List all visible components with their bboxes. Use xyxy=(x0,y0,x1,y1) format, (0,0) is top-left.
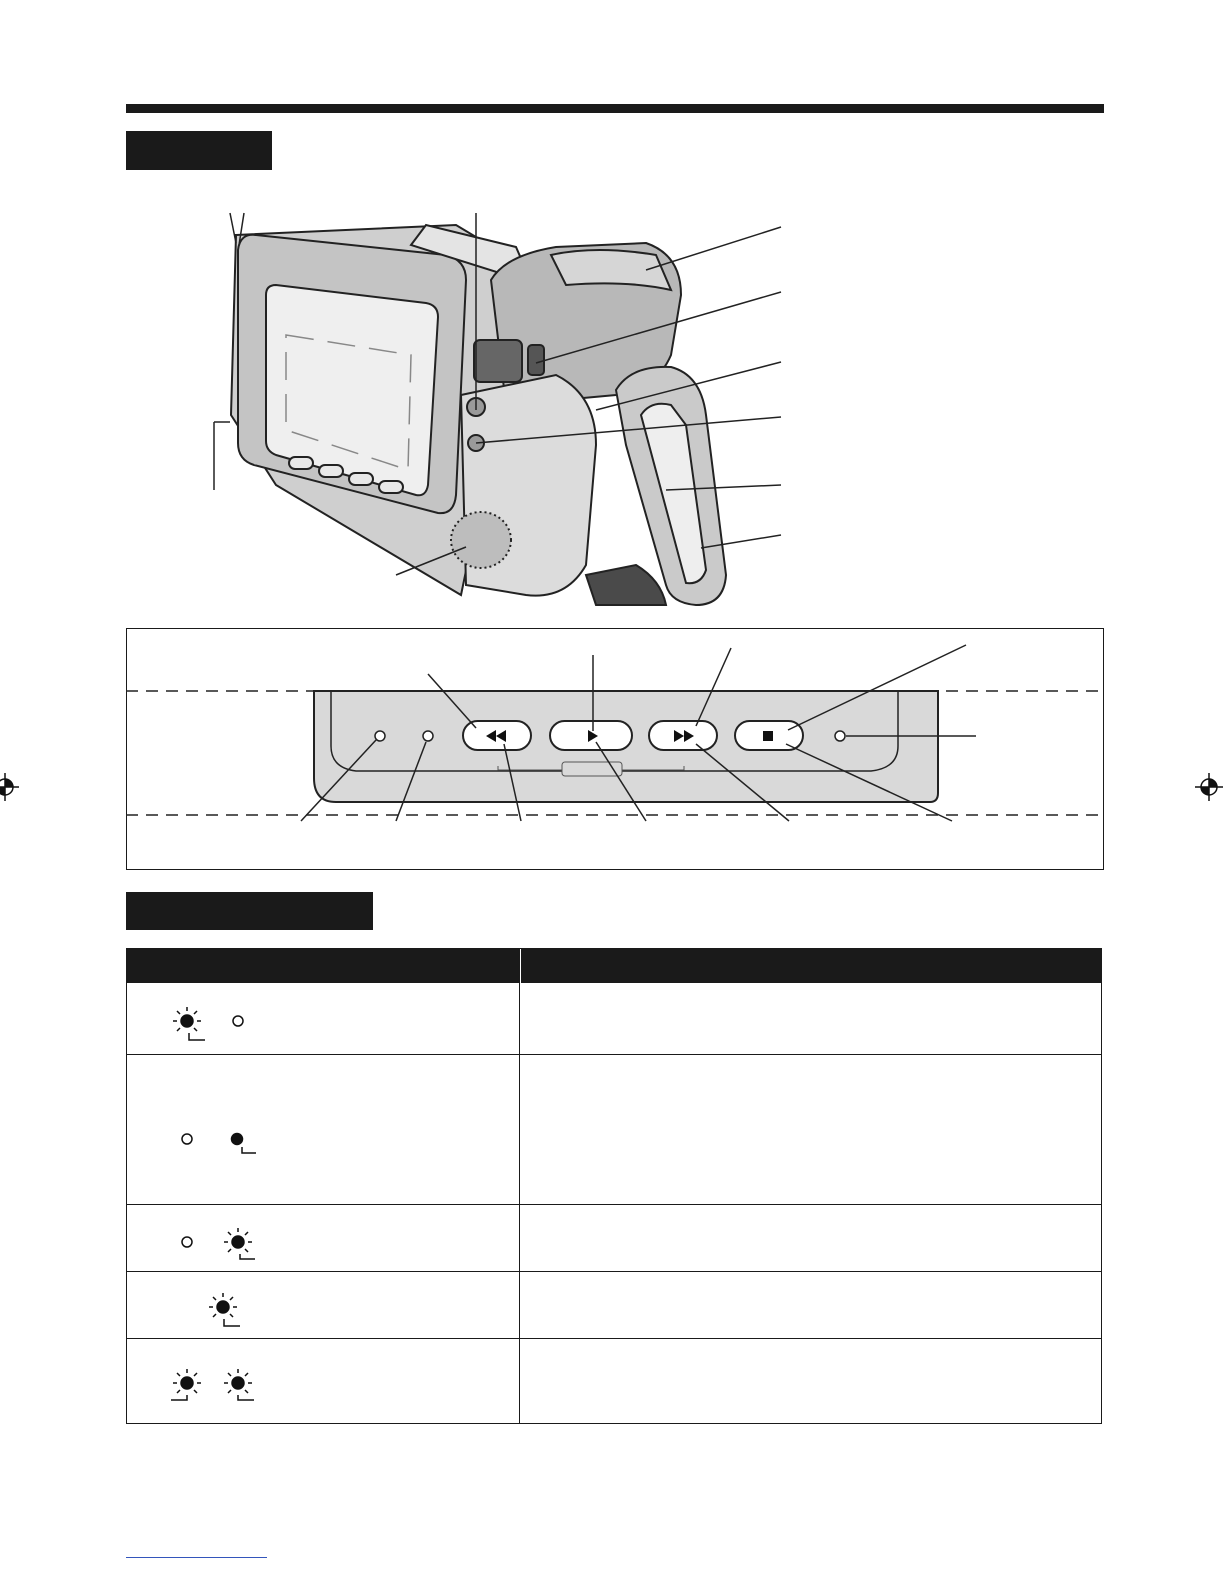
indicator-table xyxy=(126,948,1102,1424)
on-lamp-icon xyxy=(232,1134,257,1154)
stop-button[interactable] xyxy=(735,721,803,750)
lamp-1 xyxy=(375,731,385,741)
blinking-lamp-icon xyxy=(224,1369,254,1400)
off-lamp-icon xyxy=(182,1237,192,1247)
off-lamp-icon xyxy=(233,1016,243,1026)
registration-mark-left xyxy=(0,773,19,801)
stop-icon xyxy=(763,731,773,741)
blinking-lamp-icon xyxy=(209,1293,240,1326)
off-lamp-icon xyxy=(182,1134,192,1144)
footer-link-underline[interactable] xyxy=(126,1557,267,1558)
camcorder-illustration xyxy=(126,185,1104,625)
play-button[interactable] xyxy=(550,721,632,750)
table-column-divider xyxy=(519,949,520,1423)
header-rule xyxy=(126,104,1104,113)
blinking-lamp-icon xyxy=(224,1228,255,1259)
fast-forward-button[interactable] xyxy=(649,721,717,750)
control-panel-diagram xyxy=(126,628,1102,868)
registration-mark-right xyxy=(1195,773,1223,801)
table-header-right xyxy=(521,949,1101,983)
blinking-lamp-icon xyxy=(173,1007,205,1040)
controls-section-tab xyxy=(126,131,272,170)
lamp-2 xyxy=(423,731,433,741)
blinking-lamp-icon xyxy=(171,1369,201,1400)
indicators-section-tab xyxy=(126,892,373,930)
lamp-3 xyxy=(835,731,845,741)
lamp-state-icons xyxy=(127,949,519,1425)
